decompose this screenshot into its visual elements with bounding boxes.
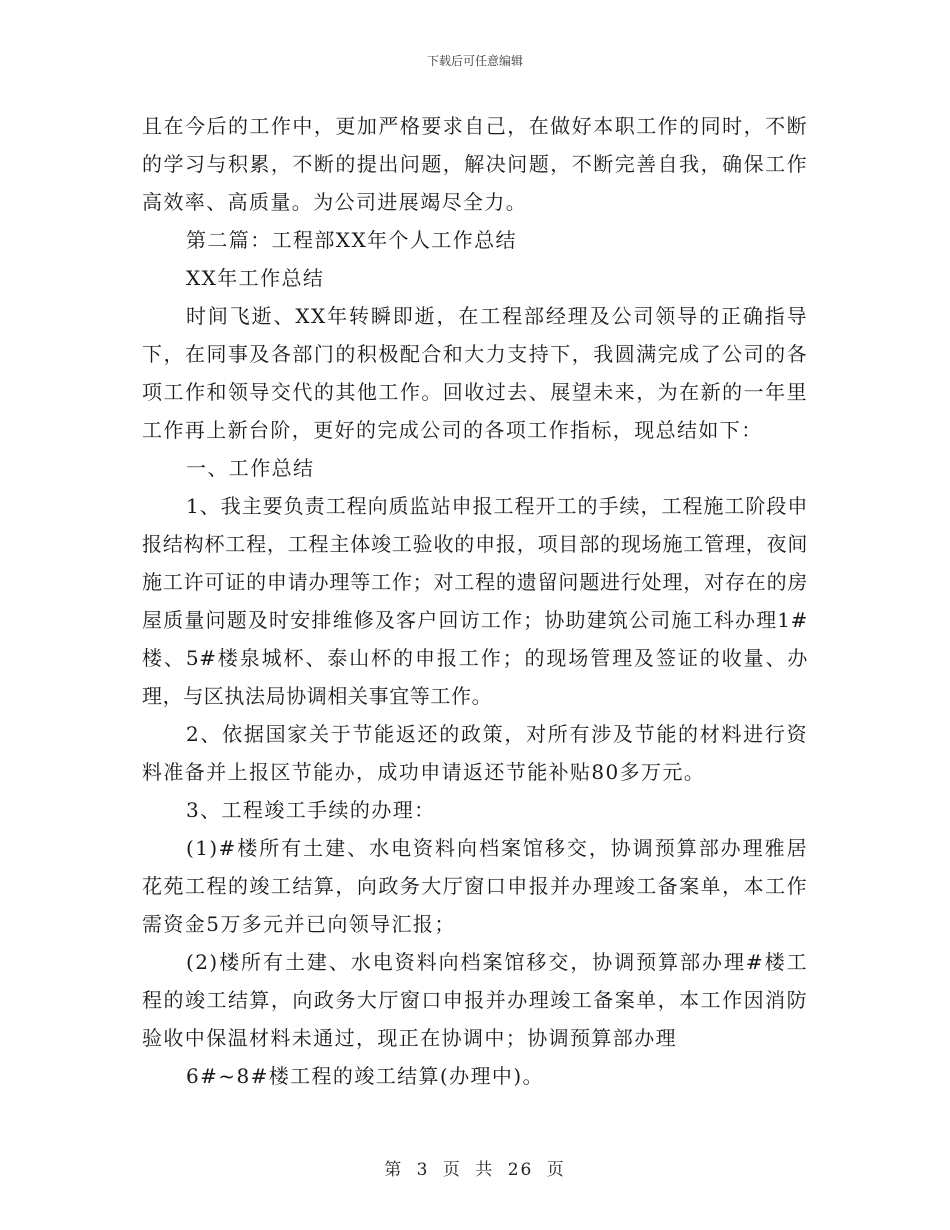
paragraph-item-3-2-cont: 6#~8#楼工程的竣工结算(办理中)。	[186, 1064, 544, 1088]
paragraph-item-2: 2、依据国家关于节能返还的政策，对所有涉及节能的材料进行资料准备并上报区节能办，成功申请返还节能补贴80多万元。	[142, 722, 808, 784]
heading-work-summary: 一、工作总结	[186, 456, 315, 480]
paragraph-item-3-2: (2)楼所有土建、水电资料向档案馆移交，协调预算部办理#楼工程的竣工结算，向政务大厅窗口申报并办理竣工备案单，本工作因消防验收中保温材料未通过，现正在协调中；协调预算部办理	[142, 950, 808, 1050]
page-header-note: 下载后可任意编辑	[426, 54, 523, 68]
paragraph-intro: 时间飞逝、XX年转瞬即逝，在工程部经理及公司领导的正确指导下，在同事及各部门的积极配合和大力支持下，我圆满完成了公司的各项工作和领导交代的其他工作。回收过去、展望未来，为在新的一年里工作再上新台阶，更好的完成公司的各项工作指标，现总结如下：	[142, 304, 808, 442]
paragraph-item-3-1: (1)#楼所有土建、水电资料向档案馆移交，协调预算部办理雅居花苑工程的竣工结算，向政务大厅窗口申报并办理竣工备案单，本工作需资金5万多元并已向领导汇报；	[142, 836, 808, 936]
paragraph-continuation: 且在今后的工作中，更加严格要求自己，在做好本职工作的同时，不断的学习与积累，不断的提出问题，解决问题，不断完善自我，确保工作高效率、高质量。为公司进展竭尽全力。	[142, 114, 808, 214]
paragraph-item-1: 1、我主要负责工程向质监站申报工程开工的手续，工程施工阶段申报结构杯工程，工程主体竣工验收的申报，项目部的现场施工管理，夜间施工许可证的申请办理等工作；对工程的遗留问题进行处理，对存在的房屋质量问题及时安排维修及客户回访工作；协助建筑公司施工科办理1#楼、5#楼泉城杯、泰山杯的申报工作；的现场管理及签证的收量、办理，与区执法局协调相关事宜等工作。	[142, 494, 808, 708]
paragraph-item-3: 3、工程竣工手续的办理：	[186, 798, 436, 822]
section-title: 第二篇：工程部XX年个人工作总结	[186, 228, 517, 252]
subsection-title: XX年工作总结	[186, 266, 325, 290]
page-number-footer: 第 3 页 共 26 页	[384, 1160, 566, 1180]
document-body	[142, 107, 808, 1095]
